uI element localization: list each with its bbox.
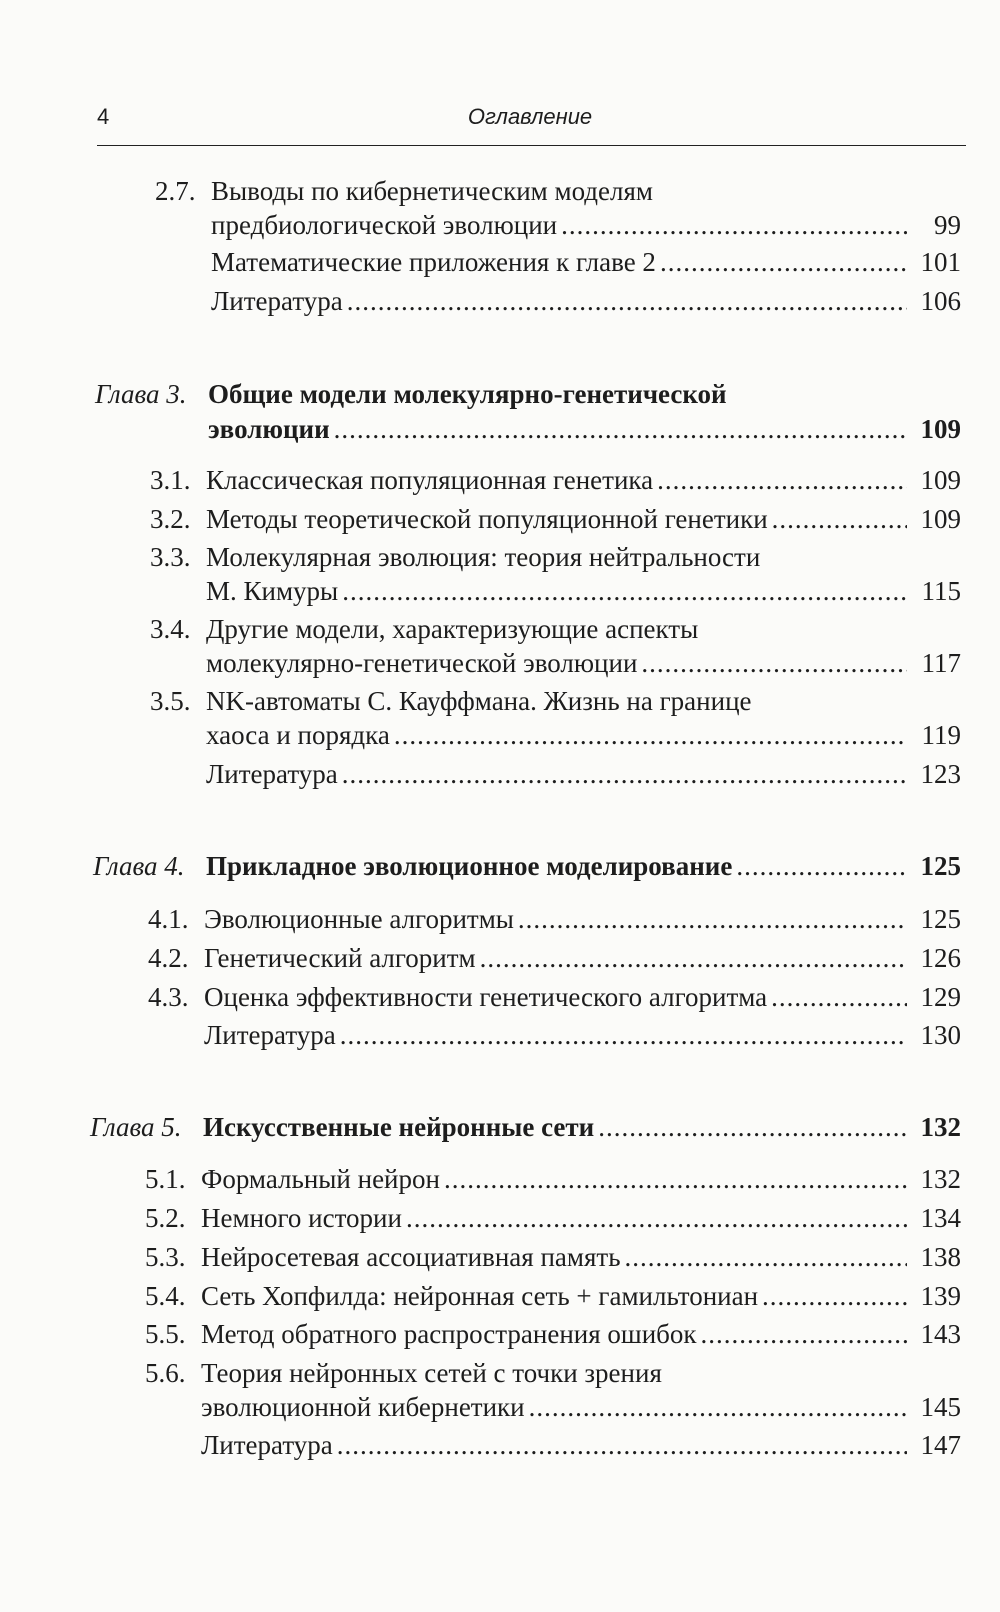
toc-entry-5-3[interactable] bbox=[145, 1240, 961, 1274]
dot-leader bbox=[561, 208, 907, 242]
toc-title: Сеть Хопфилда: нейронная сеть + гамильтониан bbox=[201, 1281, 759, 1311]
toc-page-number: 123 bbox=[920, 759, 961, 789]
toc-title: Литература bbox=[204, 1020, 336, 1050]
dot-leader bbox=[480, 941, 907, 975]
chapter-title-line1: Общие модели молекулярно-генетической bbox=[208, 379, 727, 409]
toc-page-number: 134 bbox=[920, 1203, 961, 1233]
toc-title-line2: хаоса и порядка bbox=[206, 720, 390, 750]
section-number: 3.5. bbox=[150, 686, 191, 716]
toc-page-number: 138 bbox=[920, 1242, 961, 1272]
toc-page-number: 117 bbox=[921, 648, 961, 678]
header-rule bbox=[97, 145, 966, 146]
toc-entry-3-5[interactable] bbox=[150, 684, 961, 754]
chapter-label: Глава 3. bbox=[95, 379, 187, 409]
toc-entry-4-3[interactable] bbox=[148, 980, 961, 1014]
toc-page-number: 115 bbox=[921, 576, 961, 606]
toc-page-number: 106 bbox=[920, 286, 961, 316]
toc-entry-literature-4[interactable] bbox=[204, 1018, 961, 1052]
toc-title-line1: Молекулярная эволюция: теория нейтральности bbox=[206, 542, 761, 572]
toc-entry-literature-5[interactable] bbox=[201, 1428, 961, 1462]
section-number: 5.6. bbox=[145, 1358, 186, 1388]
dot-leader bbox=[347, 284, 907, 318]
toc-title-line1: Другие модели, характеризующие аспекты bbox=[206, 614, 699, 644]
toc-entry-5-2[interactable] bbox=[145, 1201, 961, 1235]
toc-title: Генетический алгоритм bbox=[204, 943, 476, 973]
toc-title: Математические приложения к главе 2 bbox=[211, 247, 656, 277]
dot-leader bbox=[625, 1240, 907, 1274]
toc-title: Литература bbox=[201, 1430, 333, 1460]
toc-page-number: 132 bbox=[920, 1164, 961, 1194]
toc-entry-3-3[interactable] bbox=[150, 540, 961, 610]
toc-page-number: 143 bbox=[920, 1319, 961, 1349]
dot-leader bbox=[337, 1428, 907, 1462]
toc-entry-math-appendix-2[interactable] bbox=[211, 245, 961, 279]
toc-title: Нейросетевая ассоциативная память bbox=[201, 1242, 621, 1272]
toc-title: Формальный нейрон bbox=[201, 1164, 440, 1194]
toc-title-line2: эволюционной кибернетики bbox=[201, 1392, 525, 1422]
chapter-label: Глава 5. bbox=[90, 1112, 182, 1142]
toc-page-number: 145 bbox=[920, 1392, 961, 1422]
page-number: 4 bbox=[97, 104, 110, 129]
toc-title-line1: Теория нейронных сетей с точки зрения bbox=[201, 1358, 662, 1388]
dot-leader bbox=[406, 1201, 907, 1235]
dot-leader bbox=[394, 718, 907, 752]
toc-chapter-3[interactable] bbox=[95, 377, 961, 449]
section-number: 5.4. bbox=[145, 1281, 186, 1311]
toc-title: Метод обратного распространения ошибок bbox=[201, 1319, 697, 1349]
dot-leader bbox=[660, 245, 907, 279]
toc-title: Методы теоретической популяционной генетики bbox=[206, 504, 768, 534]
toc-entry-3-2[interactable] bbox=[150, 502, 961, 536]
running-header-title: Оглавление bbox=[467, 104, 593, 129]
section-number: 3.2. bbox=[150, 504, 191, 534]
toc-title: Эволюционные алгоритмы bbox=[204, 904, 514, 934]
toc-title-line2: молекулярно-генетической эволюции bbox=[206, 648, 638, 678]
toc-entry-literature-2[interactable] bbox=[211, 284, 961, 318]
toc-title: Литература bbox=[206, 759, 338, 789]
toc-page-number: 119 bbox=[921, 720, 961, 750]
dot-leader bbox=[340, 1018, 907, 1052]
chapter-title-line2: эволюции bbox=[208, 414, 330, 444]
toc-entry-3-4[interactable] bbox=[150, 612, 961, 682]
toc-chapter-4[interactable] bbox=[93, 849, 961, 885]
toc-chapter-5[interactable] bbox=[90, 1110, 961, 1146]
toc-title: Немного истории bbox=[201, 1203, 402, 1233]
toc-title: Классическая популяционная генетика bbox=[206, 465, 654, 495]
section-number: 2.7. bbox=[155, 176, 196, 206]
toc-page-number: 126 bbox=[920, 943, 961, 973]
toc-entry-4-1[interactable] bbox=[148, 902, 961, 936]
toc-entry-5-5[interactable] bbox=[145, 1317, 961, 1351]
chapter-label: Глава 4. bbox=[93, 851, 185, 881]
toc-page-number: 109 bbox=[920, 504, 961, 534]
toc-page-number: 130 bbox=[920, 1020, 961, 1050]
section-number: 4.3. bbox=[148, 982, 189, 1012]
dot-leader bbox=[772, 502, 907, 536]
toc-entry-2-7[interactable] bbox=[155, 170, 961, 240]
section-number: 3.3. bbox=[150, 542, 191, 572]
chapter-title: Прикладное эволюционное моделирование bbox=[206, 851, 733, 881]
toc-title: Литература bbox=[211, 286, 343, 316]
section-number: 5.5. bbox=[145, 1319, 186, 1349]
dot-leader bbox=[598, 1110, 907, 1144]
dot-leader bbox=[701, 1317, 908, 1351]
section-number: 3.1. bbox=[150, 465, 191, 495]
dot-leader bbox=[657, 463, 907, 497]
toc-title-line1: NK-автоматы С. Кауффмана. Жизнь на границе bbox=[206, 686, 752, 716]
section-number: 5.3. bbox=[145, 1242, 186, 1272]
toc-title-line2: предбиологической эволюции bbox=[211, 210, 558, 240]
dot-leader bbox=[342, 757, 907, 791]
toc-page-number: 147 bbox=[920, 1430, 961, 1460]
toc-entry-3-1[interactable] bbox=[150, 463, 961, 497]
toc-entry-5-1[interactable] bbox=[145, 1162, 961, 1196]
dot-leader bbox=[334, 412, 907, 446]
section-number: 5.2. bbox=[145, 1203, 186, 1233]
chapter-title: Искусственные нейронные сети bbox=[203, 1112, 595, 1142]
chapter-page-number: 109 bbox=[920, 414, 961, 444]
section-number: 4.1. bbox=[148, 904, 189, 934]
dot-leader bbox=[444, 1162, 907, 1196]
dot-leader bbox=[771, 980, 907, 1014]
chapter-page-number: 125 bbox=[920, 851, 961, 881]
toc-page-number: 109 bbox=[920, 465, 961, 495]
toc-page-number: 139 bbox=[920, 1281, 961, 1311]
dot-leader bbox=[641, 646, 907, 680]
section-number: 3.4. bbox=[150, 614, 191, 644]
dot-leader bbox=[762, 1279, 907, 1313]
toc-page-number: 125 bbox=[920, 904, 961, 934]
toc-page-number: 129 bbox=[920, 982, 961, 1012]
section-number: 4.2. bbox=[148, 943, 189, 973]
dot-leader bbox=[736, 849, 907, 883]
toc-entry-literature-3[interactable] bbox=[206, 757, 961, 791]
toc-page-number: 99 bbox=[934, 210, 961, 240]
toc-title-line2: М. Кимуры bbox=[206, 576, 339, 606]
dot-leader bbox=[518, 902, 907, 936]
chapter-page-number: 132 bbox=[920, 1112, 961, 1142]
toc-page-number: 101 bbox=[920, 247, 961, 277]
dot-leader bbox=[529, 1390, 907, 1424]
dot-leader bbox=[342, 574, 907, 608]
toc-title-line1: Выводы по кибернетическим моделям bbox=[211, 176, 654, 206]
toc-title: Оценка эффективности генетического алгоритма bbox=[204, 982, 768, 1012]
toc-entry-5-6[interactable] bbox=[145, 1356, 961, 1426]
toc-entry-4-2[interactable] bbox=[148, 941, 961, 975]
section-number: 5.1. bbox=[145, 1164, 186, 1194]
toc-entry-5-4[interactable] bbox=[145, 1279, 961, 1313]
